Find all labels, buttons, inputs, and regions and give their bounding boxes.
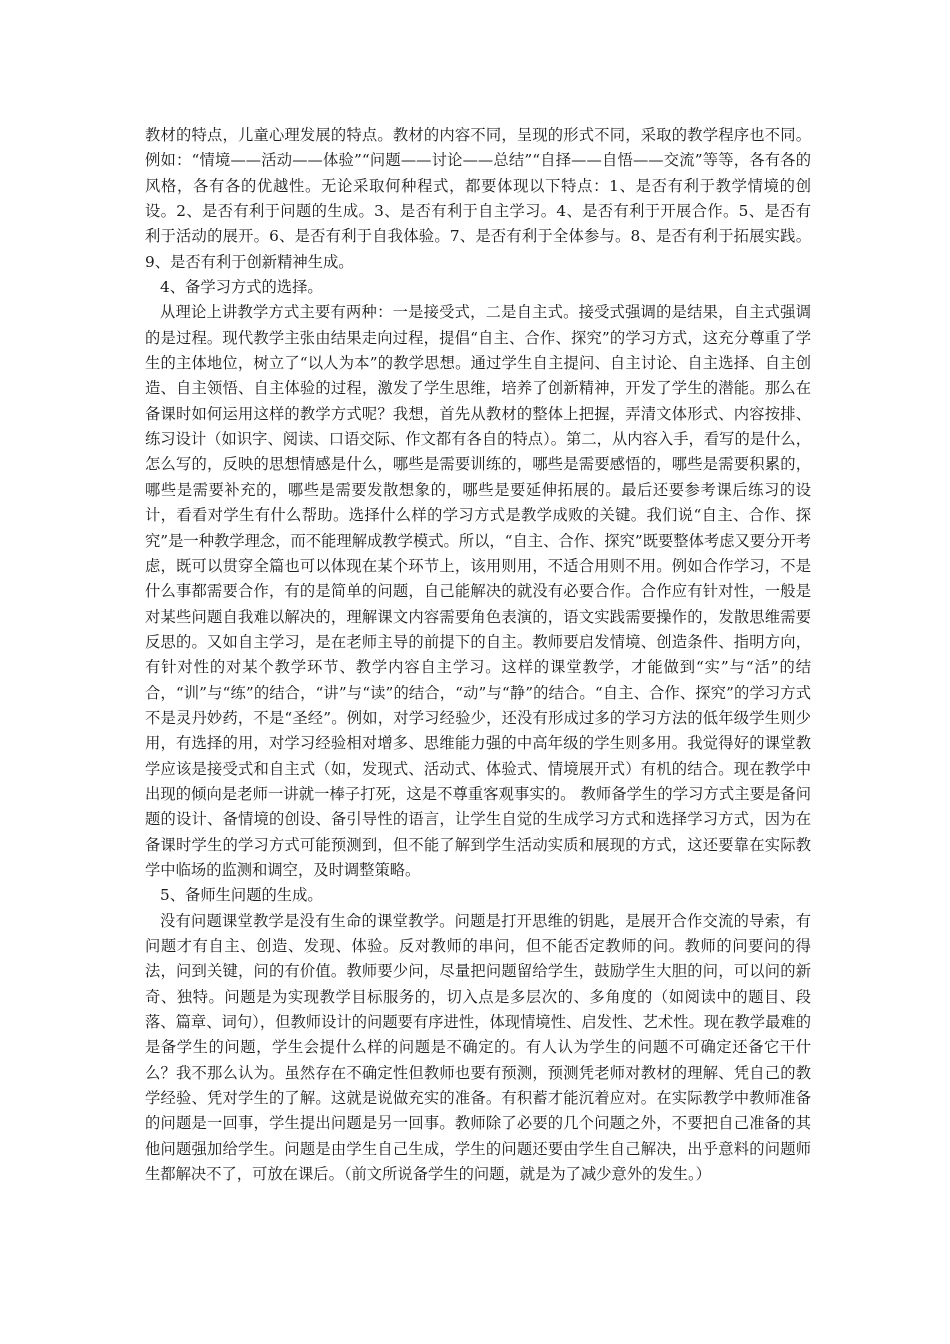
paragraph-learning-method: 从理论上讲教学方式主要有两种：一是接受式，二是自主式。接受式强调的是结果，自主式强调的是过程。现代教学主张由结果走向过程，提倡“自主、合作、探究”的学习方式，这充分尊重了学生的主体地位，树立了“以人为本”的教学思想。通过学生自主提问、自主讨论、自主选择、自主创造、自主领悟、自主体验的过程，激发了学生思维，培养了创新精神，开发了学生的潜能。那么在备课时如何运用这样的教学方式呢？我想，首先从教材的整体上把握，弄清文体形式、内容按排、练习设计（如识字、阅读、口语交际、作文都有各自的特点）。第二，从内容入手，看写的是什么，怎么写的，反映的思想情感是什么，哪些是需要训练的，哪些是需要感悟的，哪些是需要积累的，哪些是需要补充的，哪些是需要发散想象的，哪些是要延伸拓展的。最后还要参考课后练习的设计，看看对学生有什么帮助。选择什么样的学习方式是教学成败的关键。我们说“自主、合作、探究”是一种教学理念，而不能理解成教学模式。所以，“自主、合作、探究”既要整体考虑又要分开考虑，既可以贯穿全篇也可以体现在某个环节上，该用则用，不适合用则不用。例如合作学习，不是什么事都需要合作，有的是简单的问题，自己能解决的就没有必要合作。合作应有针对性，一般是对某些问题自我难以解决的，理解课文内容需要角色表演的，语文实践需要操作的，发散思维需要反思的。又如自主学习，是在老师主导的前提下的自主。教师要启发情境、创造条件、指明方向，有针对性的对某个教学环节、教学内容自主学习。这样的课堂教学，才能做到“实”与“活”的结合，“训”与“练”的结合，“讲”与“读”的结合，“动”与“静”的结合。“自主、合作、探究”的学习方式不是灵丹妙药，不是“圣经”。例如，对学习经验少，还没有形成过多的学习方法的低年级学生则少用，有选择的用，对学习经验相对增多、思维能力强的中高年级的学生则多用。我觉得好的课堂教学应该是接受式和自主式（如，发现式、活动式、体验式、情境展开式）有机的结合。现在教学中出现的倾向是老师一讲就一棒子打死，这是不尊重客观事实的。 教师备学生的学习方式主要是备问题的设计、备情境的创设、备引导性的语言，让学生自觉的生成学习方式和选择学习方式，因为在备课时学生的学习方式可能预测到，但不能了解到学生活动实质和展现的方式，这还要靠在实际教学中临场的监测和调空，及时调整策略。 [145, 303, 811, 879]
paragraph-teaching-procedure: 教材的特点，儿童心理发展的特点。教材的内容不同，呈现的形式不同，采取的教学程序也不同。例如：“情境——活动——体验”“问题——讨论——总结”“自择——自悟——交流”等等，各有各的风格，各有各的优越性。无论采取何种程式，都要体现以下特点：1、是否有利于教学情境的创设。2、是否有利于问题的生成。3、是否有利于自主学习。4、是否有利于开展合作。5、是否有利于活动的展开。6、是否有利于自我体验。7、是否有利于全体参与。8、是否有利于拓展实践。9、是否有利于创新精神生成。 [145, 126, 811, 271]
paragraph-questions: 没有问题课堂教学是没有生命的课堂教学。问题是打开思维的钥匙，是展开合作交流的导索，有问题才有自主、创造、发现、体验。反对教师的串问，但不能否定教师的问。教师的问要问的得法，问到关键，问的有价值。教师要少问，尽量把问题留给学生，鼓励学生大胆的问，可以问的新奇、独特。问题是为实现教学目标服务的，切入点是多层次的、多角度的（如阅读中的题目、段落、篇章、词句），但教师设计的问题要有序进性，体现情境性、启发性、艺术性。现在教学最难的是备学生的问题，学生会提什么样的问题是不确定的。有人认为学生的问题不可确定还备它干什么？我不那么认为。虽然存在不确定性但教师也要有预测，预测凭老师对教材的理解、凭自己的教学经验、凭对学生的了解。这就是说做充实的准备。有积蓄才能沉着应对。在实际教学中教师准备的问题是一回事，学生提出问题是另一回事。教师除了必要的几个问题之外，不要把自己准备的其他问题强加给学生。问题是由学生自己生成，学生的问题还要由学生自己解决，出乎意料的问题师生都解决不了，可放在课后。（前文所说备学生的问题，就是为了减少意外的发生。） [145, 911, 811, 1184]
document-body [145, 123, 811, 1187]
heading-questions: 5、备师生问题的生成。 [160, 886, 323, 905]
heading-learning-method: 4、备学习方式的选择。 [160, 278, 323, 297]
